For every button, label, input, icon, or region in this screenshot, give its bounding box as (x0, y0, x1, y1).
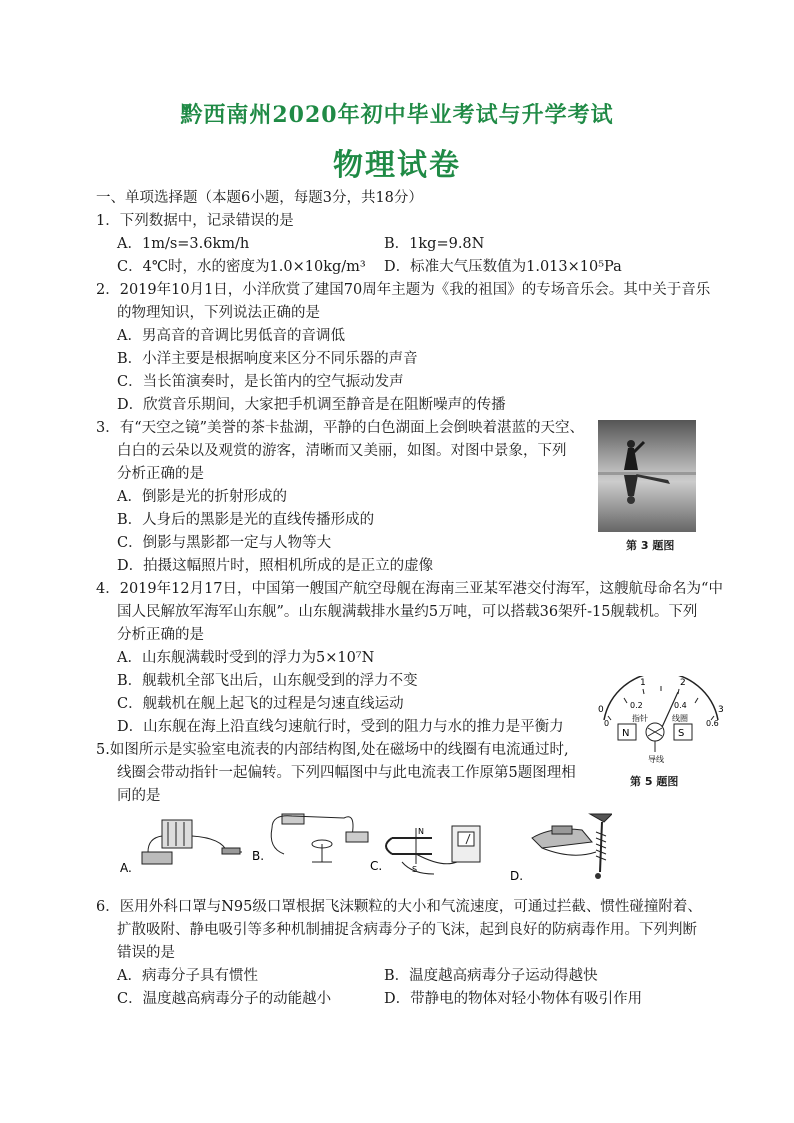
q5-label-b: B. (252, 849, 265, 863)
q2-option-d: D．欣赏音乐期间，大家把手机调至静音是在阻断噪声的传播 (117, 397, 506, 413)
q3-salt-lake-photo (598, 420, 696, 532)
q5-figure-d (510, 814, 612, 883)
meter-scale-top-3: 3 (718, 705, 724, 715)
q4-option-d: D．山东舰在海上沿直线匀速航行时，受到的阻力与水的推力是平衡力 (117, 719, 564, 735)
q3-option-b: B．人身后的黑影是光的直线传播形成的 (117, 512, 375, 528)
meter-label-coil: 线圈 (672, 714, 688, 723)
q1-option-b: B．1kg=9.8N (384, 236, 485, 252)
q5-c-pole-s: S (412, 865, 418, 874)
meter-label-wire: 导线 (648, 755, 664, 764)
q4-stem-line2: 国人民解放军海军山东舰”。山东舰满载排水量约5万吨，可以搭载36架歼-15舰载机。下列 (117, 604, 698, 620)
q6-option-a: A．病毒分子具有惯性 (117, 968, 258, 984)
q3-option-c: C．倒影与黑影都一定与人物等大 (117, 535, 332, 551)
q3-stem-line3: 分析正确的是 (117, 466, 204, 482)
q3-figure-caption: 第 3 题图 (626, 539, 675, 552)
q5-figure-c (370, 826, 480, 874)
section-heading: 一、单项选择题（本题6小题，每题3分，共18分） (96, 190, 423, 206)
q3-stem-line2: 白白的云朵以及观赏的游客，清晰而又美丽，如图。对图中景象，下列 (117, 443, 567, 459)
meter-scale-top-0: 0 (598, 705, 604, 715)
q4-option-c: C．舰载机在舰上起飞的过程是匀速直线运动 (117, 696, 404, 712)
meter-scale-bottom-0: 0 (604, 719, 610, 728)
meter-scale-bottom-3: 0.6 (706, 719, 719, 728)
q5-label-d: D. (510, 869, 524, 883)
meter-pole-n: N (622, 728, 630, 739)
q1-option-d: D．标准大气压数值为1.013×10⁵Pa (384, 259, 622, 275)
q2-option-b: B．小洋主要是根据响度来区分不同乐器的声音 (117, 351, 418, 367)
q1-stem: 1．下列数据中，记录错误的是 (96, 213, 294, 229)
q6-stem-line1: 6．医用外科口罩与N95级口罩根据飞沫颗粒的大小和气流速度，可通过拦截、惯性碰撞附着、 (96, 899, 702, 915)
q5-label-c: C. (370, 859, 383, 873)
q6-stem-line3: 错误的是 (117, 945, 175, 961)
q6-option-b: B．温度越高病毒分子运动得越快 (384, 968, 598, 984)
q3-option-a: A．倒影是光的折射形成的 (117, 489, 287, 505)
q5-c-pole-n: N (418, 827, 424, 836)
q4-option-a: A．山东舰满载时受到的浮力为5×10⁷N (117, 650, 375, 666)
q6-stem-line2: 扩散吸附、静电吸引等多种机制捕捉含病毒分子的飞沫，起到良好的防病毒作用。下列判断 (117, 922, 697, 938)
q5-stem-line2: 线圈会带动指针一起偏转。下列四幅图中与此电流表工作原第5题图理相 (117, 765, 576, 781)
q2-stem-line1: 2．2019年10月1日，小洋欣赏了建国70周年主题为《我的祖国》的专场音乐会。其中关于音乐 (96, 282, 711, 298)
q5-label-a: A. (120, 861, 132, 875)
q2-option-a: A．男高音的音调比男低音的音调低 (117, 328, 345, 344)
q1-option-a: A．1m/s=3.6km/h (117, 236, 250, 252)
q5-figure-a (120, 820, 242, 875)
exam-title: 黔西南州2020年初中毕业考试与升学考试 (180, 102, 614, 128)
q5-ammeter-diagram (596, 676, 726, 766)
q4-option-b: B．舰载机全部飞出后，山东舰受到的浮力不变 (117, 673, 418, 689)
q6-option-c: C．温度越高病毒分子的动能越小 (117, 991, 332, 1007)
q5-figure-caption: 第 5 题图 (630, 775, 679, 788)
meter-scale-bottom-2: 0.4 (674, 701, 687, 710)
q3-option-d: D．拍摄这幅照片时，照相机所成的是正立的虚像 (117, 558, 434, 574)
meter-label-pointer: 指针 (632, 714, 648, 723)
q4-stem-line3: 分析正确的是 (117, 627, 204, 643)
q3-stem-line1: 3．有“天空之镜”美誉的茶卡盐湖，平静的白色湖面上会倒映着湛蓝的天空、 (96, 420, 585, 436)
q5-option-figures (112, 808, 612, 886)
meter-scale-top-2: 2 (680, 678, 686, 688)
q2-option-c: C．当长笛演奏时，是长笛内的空气振动发声 (117, 374, 404, 390)
meter-scale-top-1: 1 (640, 678, 646, 688)
q4-stem-line1: 4．2019年12月17日，中国第一艘国产航空母舰在海南三亚某军港交付海军，这艘航母命名为“中 (96, 581, 723, 597)
q1-option-c: C．4℃时，水的密度为1.0×10kg/m³ (117, 259, 366, 275)
q6-option-d: D．带静电的物体对轻小物体有吸引作用 (384, 991, 643, 1007)
q2-stem-line2: 的物理知识，下列说法正确的是 (117, 305, 320, 321)
q5-stem-line1: 5.如图所示是实验室电流表的内部结构图,处在磁场中的线圈有电流通过时, (96, 742, 569, 758)
exam-subtitle: 物理试卷 (333, 148, 461, 183)
meter-pole-s: S (678, 728, 685, 739)
q5-figure-b (252, 814, 368, 863)
q5-stem-line3: 同的是 (117, 788, 161, 804)
meter-scale-bottom-1: 0.2 (630, 701, 643, 710)
